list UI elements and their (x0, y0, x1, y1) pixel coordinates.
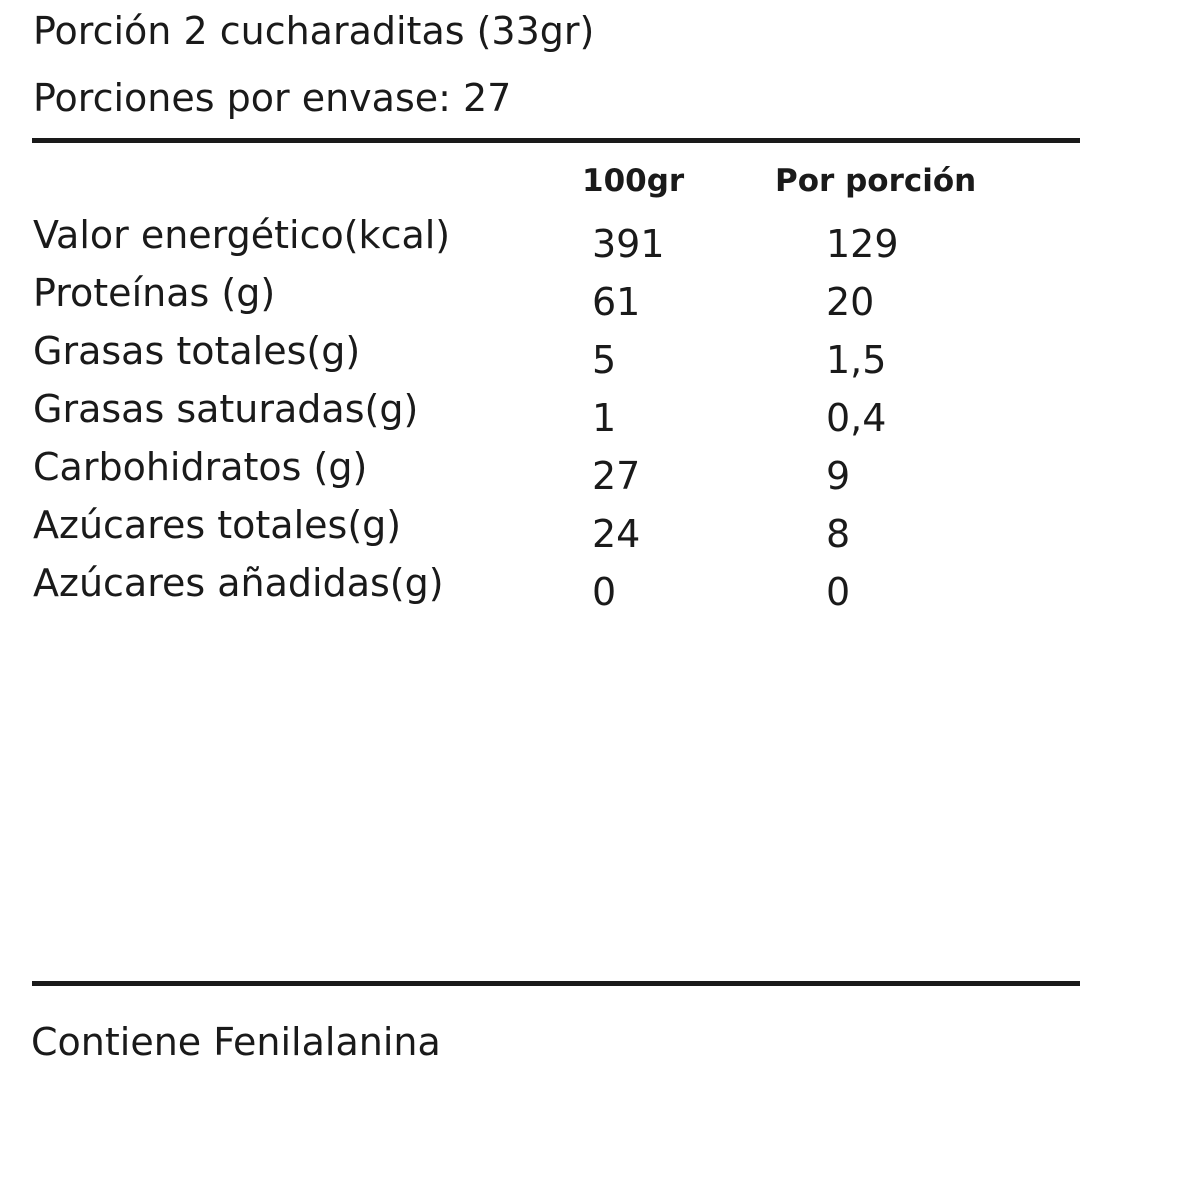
value-per-portion: 0 (826, 570, 851, 614)
value-per-portion: 0,4 (826, 396, 887, 440)
nutrient-row-energy (0, 213, 1200, 274)
portion-size-text: Porción 2 cucharaditas (33gr) (33, 9, 595, 53)
nutrient-row-total-fat (0, 329, 1200, 390)
value-per-100g: 27 (592, 454, 641, 498)
allergen-note: Contiene Fenilalanina (31, 1020, 441, 1064)
column-header-per-portion: Por porción (775, 163, 977, 199)
nutrient-label: Carbohidratos (g) (33, 445, 368, 489)
nutrient-row-total-sugars (0, 503, 1200, 564)
value-per-100g: 61 (592, 280, 641, 324)
nutrient-row-saturated-fat (0, 387, 1200, 448)
nutrient-label: Grasas totales(g) (33, 329, 361, 373)
top-divider (32, 138, 1080, 143)
nutrient-row-proteins (0, 271, 1200, 332)
value-per-portion: 9 (826, 454, 851, 498)
nutrient-label: Grasas saturadas(g) (33, 387, 419, 431)
column-header-per-100g: 100gr (582, 163, 685, 199)
value-per-portion: 20 (826, 280, 875, 324)
nutrient-row-added-sugars (0, 561, 1200, 622)
value-per-100g: 24 (592, 512, 641, 556)
value-per-100g: 5 (592, 338, 617, 382)
value-per-portion: 1,5 (826, 338, 887, 382)
nutrient-label: Azúcares totales(g) (33, 503, 402, 547)
nutrient-row-carbohydrates (0, 445, 1200, 506)
value-per-100g: 0 (592, 570, 617, 614)
value-per-100g: 1 (592, 396, 617, 440)
servings-per-container-text: Porciones por envase: 27 (33, 76, 512, 120)
bottom-divider (32, 981, 1080, 986)
nutrient-label: Azúcares añadidas(g) (33, 561, 444, 605)
nutrient-label: Proteínas (g) (33, 271, 276, 315)
value-per-100g: 391 (592, 222, 665, 266)
nutrient-label: Valor energético(kcal) (33, 213, 451, 257)
value-per-portion: 129 (826, 222, 899, 266)
value-per-portion: 8 (826, 512, 851, 556)
